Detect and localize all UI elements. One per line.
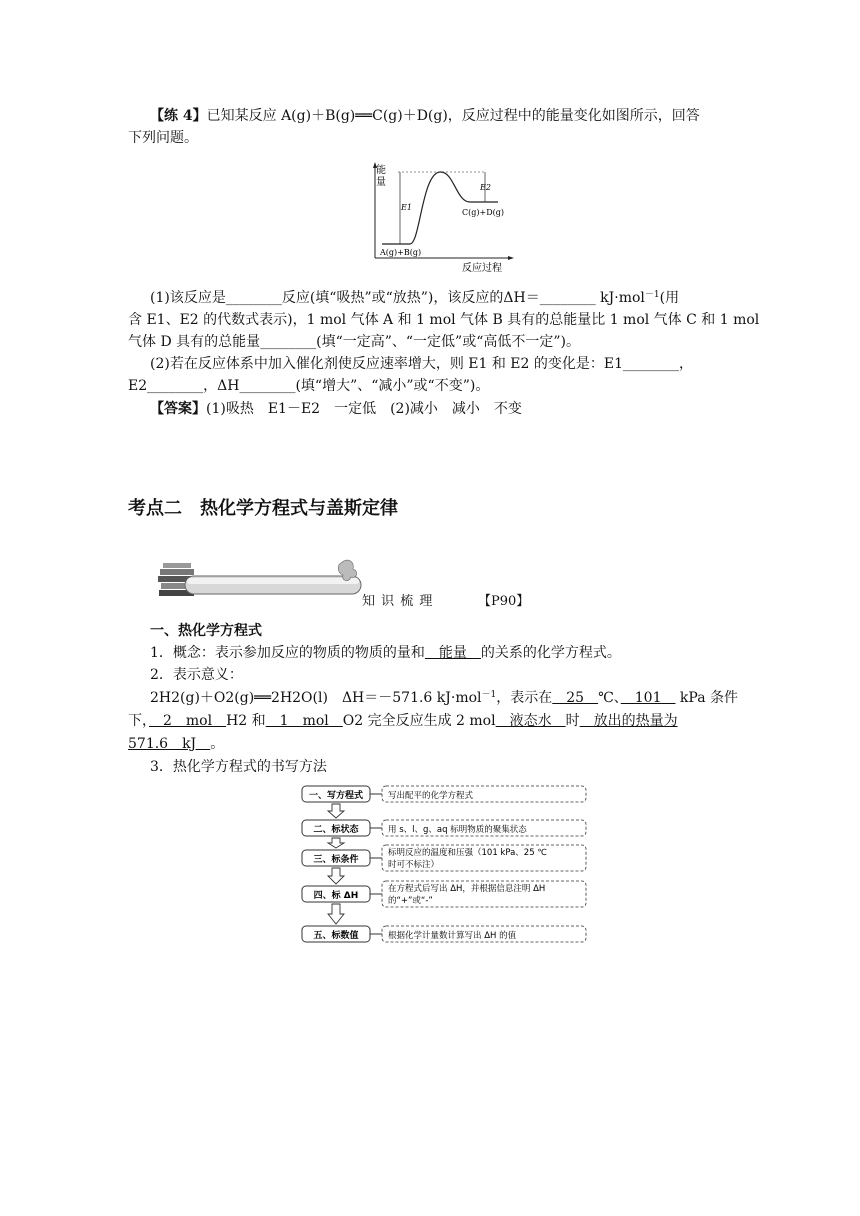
energy-diagram [370, 158, 520, 278]
diagram-e2: E2 [480, 183, 491, 192]
flow-desc-text: 根据化学计量数计算写出 ΔH 的值 [388, 931, 517, 941]
item3: 3．热化学方程式的书写方法 [150, 759, 327, 775]
exercise-stem-line2: 下列问题。 [128, 130, 198, 146]
diagram-xlabel: 反应过程 [462, 263, 502, 274]
question-1-line1 [150, 287, 756, 309]
flow-desc-text: 写出配平的化学方程式 [388, 791, 474, 801]
q1-sup: －1 [644, 290, 660, 300]
item1-blank: 能量 [424, 645, 481, 661]
meaning-b: H2 和 [226, 713, 266, 729]
q1-text: (1)该反应是________反应(填“吸热”或“放热”)，该反应的ΔH＝________ kJ·mol [150, 290, 645, 306]
blank-heat-value: 571.6 kJ [128, 736, 211, 752]
question-2-line1: (2)若在反应体系中加入催化剂使反应速率增大，则 E1 和 E2 的变化是：E1________， [150, 356, 694, 372]
flow-step-label: 三、标条件 [313, 855, 359, 865]
equation-sup: －1 [481, 690, 497, 700]
writing-method-flowchart [300, 784, 590, 944]
page-ref: 【P90】 [478, 594, 530, 609]
flow-step-label: 四、标 ΔH [313, 891, 359, 901]
flow-desc-text-2: 的“+”或“-” [388, 896, 433, 906]
item1 [150, 642, 756, 664]
answer-line [150, 398, 756, 420]
banner-text: 知 识 梳 理 [362, 594, 434, 609]
question-2-line2: E2________，ΔH________(填“增大”、“减小”或“不变”)。 [128, 378, 490, 394]
q1-end: (用 [659, 290, 680, 306]
meaning-end: 。 [210, 736, 225, 752]
blank-water: 液态水 [495, 713, 566, 729]
blank-pressure: 101 [620, 690, 676, 706]
diagram-ylabel-1: 能 [376, 165, 386, 176]
flow-step-label: 一、写方程式 [308, 791, 364, 801]
equation: 2H2(g)＋O2(g)══2H2O(l) ΔH＝－571.6 kJ·mol [150, 690, 482, 706]
flow-desc-text: 用 s、l、g、aq 标明物质的聚集状态 [388, 825, 527, 835]
diagram-e1: E1 [401, 203, 412, 212]
flow-desc-text: 在方程式后写出 ΔH，并根据信息注明 ΔH [388, 884, 546, 894]
item1-tail: 的关系的化学方程式。 [480, 645, 621, 661]
blank-h2-mol: 2 mol [149, 713, 227, 729]
down-arrow-icon [328, 868, 344, 884]
meaning-d: 时 [565, 713, 580, 729]
meaning-c: O2 完全反应生成 2 mol [342, 713, 496, 729]
equation-line [150, 687, 756, 709]
down-arrow-icon [328, 838, 344, 848]
meaning-line3 [128, 733, 734, 755]
flow-step-label: 二、标状态 [313, 825, 359, 835]
meaning-a: 下， [128, 713, 149, 729]
down-arrow-icon [328, 904, 344, 924]
answer-text: (1)吸热 E1－E2 一定低 (2)减小 减小 不变 [206, 401, 522, 417]
question-1-line2: 含 E1、E2 的代数式表示)，1 mol 气体 A 和 1 mol 气体 B 具有的总能量比 1 mol 气体 C 和 1 mol [128, 312, 760, 328]
answer-label: 【答案】 [150, 401, 206, 417]
exercise-4-stem [150, 105, 756, 127]
flow-desc-text-2: 时可不标注） [388, 860, 440, 870]
section-banner [155, 555, 375, 607]
pressure-unit: kPa 条件 [675, 690, 739, 706]
diagram-reactants: A(g)+B(g) [380, 248, 422, 257]
down-arrow-icon [328, 804, 344, 818]
item1-text: 1．概念：表示参加反应的物质的物质的量和 [150, 645, 425, 661]
section-title: 考点二 热化学方程式与盖斯定律 [128, 498, 398, 519]
diagram-ylabel-2: 量 [376, 177, 386, 188]
exercise-stem-line1: 已知某反应 A(g)＋B(g)══C(g)＋D(g)，反应过程中的能量变化如图所示，回答 [206, 108, 700, 124]
blank-o2-mol: 1 mol [265, 713, 343, 729]
exercise-label: 【练 4】 [150, 108, 207, 124]
diagram-products: C(g)+D(g) [462, 208, 504, 217]
blank-temp: 25 [552, 690, 599, 706]
meaning-line2 [128, 710, 734, 732]
item2: 2．表示意义： [150, 667, 243, 683]
equation-tail: ，表示在 [496, 690, 553, 706]
flow-desc-text: 标明反应的温度和压强（101 kPa、25 ℃ [388, 848, 547, 858]
temp-unit: ℃、 [598, 690, 621, 706]
question-1-line3: 气体 D 具有的总能量________(填“一定高”、“一定低”或“高低不一定”)。 [128, 334, 580, 350]
flow-step-label: 五、标数值 [313, 931, 359, 941]
blank-heat: 放出的热量为 [579, 713, 678, 729]
part1-heading: 一、热化学方程式 [150, 623, 262, 639]
